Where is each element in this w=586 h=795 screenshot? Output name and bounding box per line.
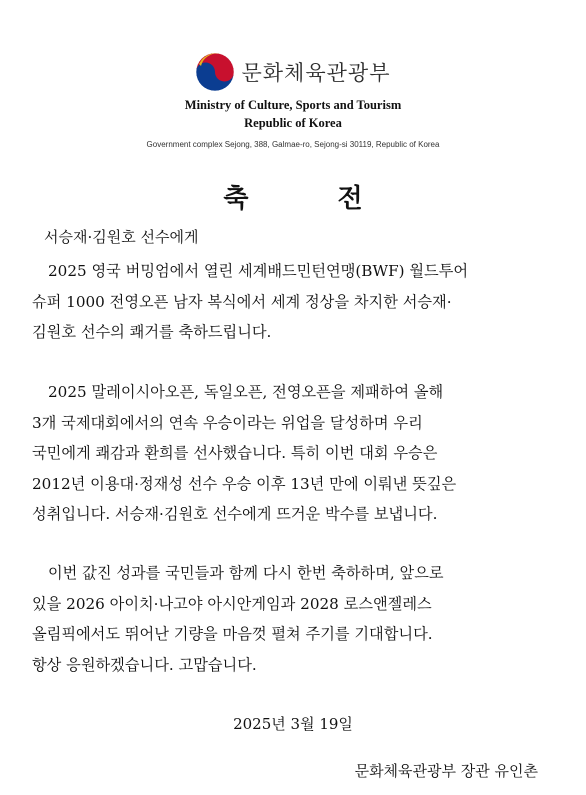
paragraph-line: 3개 국제대회에서의 연속 우승이라는 위업을 달성하며 우리 [32, 413, 423, 432]
paragraph-line: 항상 응원하겠습니다. 고맙습니다. [32, 655, 257, 674]
ministry-address: Government complex Sejong, 388, Galmae-ro, Sejong-si 30119, Republic of Korea [146, 140, 440, 149]
paragraph-3 [32, 558, 552, 680]
paragraph-line: 국민에게 쾌감과 환희를 선사했습니다. 특히 이번 대회 우승은 [32, 444, 438, 462]
paragraph-1 [32, 256, 552, 348]
paragraph-line: 2025 말레이시아오픈, 독일오픈, 전영오픈을 제패하여 올해 [48, 383, 444, 401]
paragraph-2 [32, 377, 552, 530]
ministry-name-korean: 문화체육관광부 [241, 61, 391, 85]
paragraph-line: 성취입니다. 서승재·김원호 선수에게 뜨거운 박수를 보냅니다. [32, 505, 438, 523]
ministry-logo [0, 52, 586, 92]
paragraph-line: 있을 2026 아이치·나고야 아시안게임과 2028 로스앤젤레스 [32, 594, 432, 613]
letter-date: 2025년 3월 19일 [233, 715, 353, 733]
paragraph-line: 올림픽에서도 뛰어난 기량을 마음껏 펼쳐 주기를 기대합니다. [32, 625, 433, 643]
letter-signature: 문화체육관광부 장관 유인촌 [354, 762, 538, 780]
paragraph-line: 이번 값진 성과를 국민들과 함께 다시 한번 축하하며, 앞으로 [48, 564, 444, 582]
paragraph-line: 슈퍼 1000 전영오픈 남자 복식에서 세계 정상을 차지한 서승재· [32, 292, 452, 311]
ministry-name-english: Ministry of Culture, Sports and Tourism [184, 98, 402, 112]
paragraph-line: 김원호 선수의 쾌거를 축하드립니다. [32, 323, 272, 341]
letter-title: 축 전 [223, 184, 403, 214]
paragraph-line: 2025 영국 버밍엄에서 열린 세계배드민턴연맹(BWF) 월드투어 [48, 262, 469, 280]
paragraph-line: 2012년 이용대·정재성 선수 우승 이후 13년 만에 이뤄낸 뜻깊은 [32, 474, 457, 493]
republic-name: Republic of Korea [244, 116, 342, 130]
letter-recipient: 서승재·김원호 선수에게 [44, 228, 199, 246]
taegeuk-emblem-icon [195, 52, 235, 92]
